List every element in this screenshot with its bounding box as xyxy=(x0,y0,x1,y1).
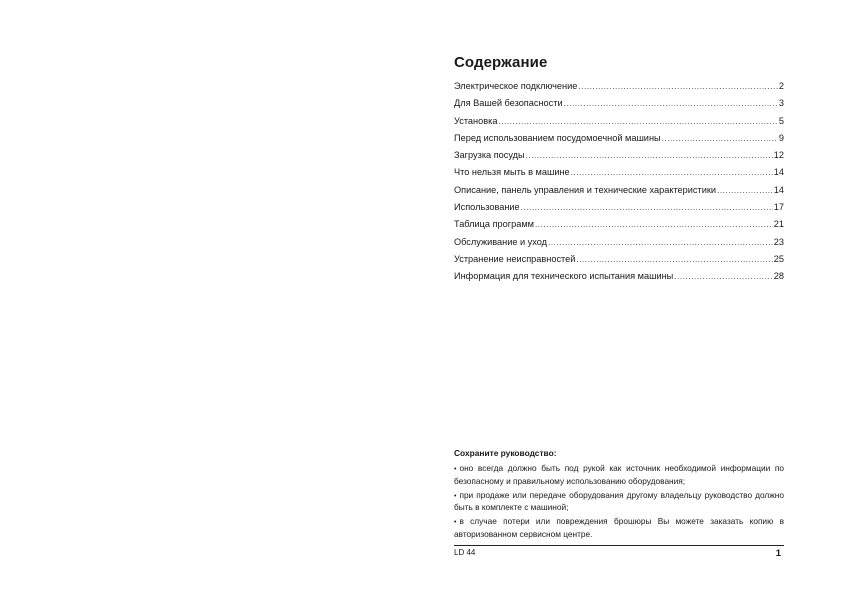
toc-entry-label: Устранение неисправностей xyxy=(454,253,576,264)
toc-entry xyxy=(454,202,784,219)
note-item xyxy=(454,490,784,514)
toc-entry-page: 17 xyxy=(773,202,784,213)
toc-entry-page: 28 xyxy=(773,271,784,282)
toc-entry xyxy=(454,116,784,133)
toc-entry-page: 9 xyxy=(778,132,784,143)
toc-entry xyxy=(454,185,784,202)
toc-entry-label: Таблица программ xyxy=(454,219,534,230)
toc-entry-page: 3 xyxy=(778,98,784,109)
footer-model: LD 44 xyxy=(454,548,476,557)
toc-entry-page: 21 xyxy=(773,219,784,230)
keep-manual-note xyxy=(454,448,784,543)
toc-entry-label: Установка xyxy=(454,115,498,126)
toc-entry-label: Использование xyxy=(454,202,520,213)
dot-leader xyxy=(498,117,777,126)
content-column xyxy=(454,0,784,595)
toc-entry xyxy=(454,81,784,98)
dot-leader xyxy=(674,272,773,281)
dot-leader xyxy=(576,255,772,264)
toc-entry-page: 23 xyxy=(773,236,784,247)
toc-entry-label: Обслуживание и уход xyxy=(454,236,548,247)
footer-divider xyxy=(454,545,784,546)
bullet-icon: • xyxy=(454,466,457,473)
toc-entry xyxy=(454,271,784,288)
toc-title: Содержание xyxy=(454,54,548,71)
toc-entry-page: 14 xyxy=(773,167,784,178)
dot-leader xyxy=(571,168,773,177)
dot-leader xyxy=(662,134,778,143)
note-item-text: в случае потери или повреждения брошюры Вы можете заказать копию в авторизованном сервисном центре. xyxy=(454,516,784,539)
note-item-text: оно всегда должно быть под рукой как источник необходимой информации по безопасному и правильному использованию оборудования; xyxy=(454,463,784,486)
toc-entry-label: Для Вашей безопасности xyxy=(454,98,563,109)
note-item-text: при продаже или передаче оборудования другому владельцу руководство должно быть в комплекте с машиной; xyxy=(454,489,784,513)
bullet-icon: • xyxy=(454,492,457,500)
toc-entry-page: 5 xyxy=(778,115,784,126)
toc-entry-page: 25 xyxy=(773,253,784,264)
toc-entry-label: Загрузка посуды xyxy=(454,150,525,161)
dot-leader xyxy=(564,99,778,108)
toc-entry-page: 12 xyxy=(773,150,784,161)
toc-entry xyxy=(454,98,784,115)
note-list xyxy=(454,463,784,540)
toc-entry-page: 14 xyxy=(773,184,784,195)
toc-entry-label: Перед использованием посудомоечной машины xyxy=(454,132,661,143)
toc-entry xyxy=(454,254,784,271)
dot-leader xyxy=(535,220,773,229)
note-item xyxy=(454,463,784,487)
dot-leader xyxy=(526,151,773,160)
dot-leader xyxy=(717,186,773,195)
dot-leader xyxy=(578,82,778,91)
toc-entry-label: Информация для технического испытания машины xyxy=(454,271,674,282)
note-item xyxy=(454,516,784,540)
toc-entry-label: Описание, панель управления и технические характеристики xyxy=(454,184,716,195)
toc-entry-label: Электрическое подключение xyxy=(454,81,578,91)
page-number: 1 xyxy=(775,548,781,559)
toc-entry-page: 2 xyxy=(778,81,784,91)
toc-entry xyxy=(454,237,784,254)
table-of-contents xyxy=(454,81,784,289)
toc-entry xyxy=(454,150,784,167)
dot-leader xyxy=(521,203,773,212)
bullet-icon: • xyxy=(454,519,457,527)
toc-entry-label: Что нельзя мыть в машине xyxy=(454,167,570,178)
toc-entry xyxy=(454,167,784,184)
toc-entry xyxy=(454,219,784,236)
note-title: Сохраните руководство: xyxy=(454,448,557,458)
toc-entry xyxy=(454,133,784,150)
dot-leader xyxy=(548,238,773,247)
